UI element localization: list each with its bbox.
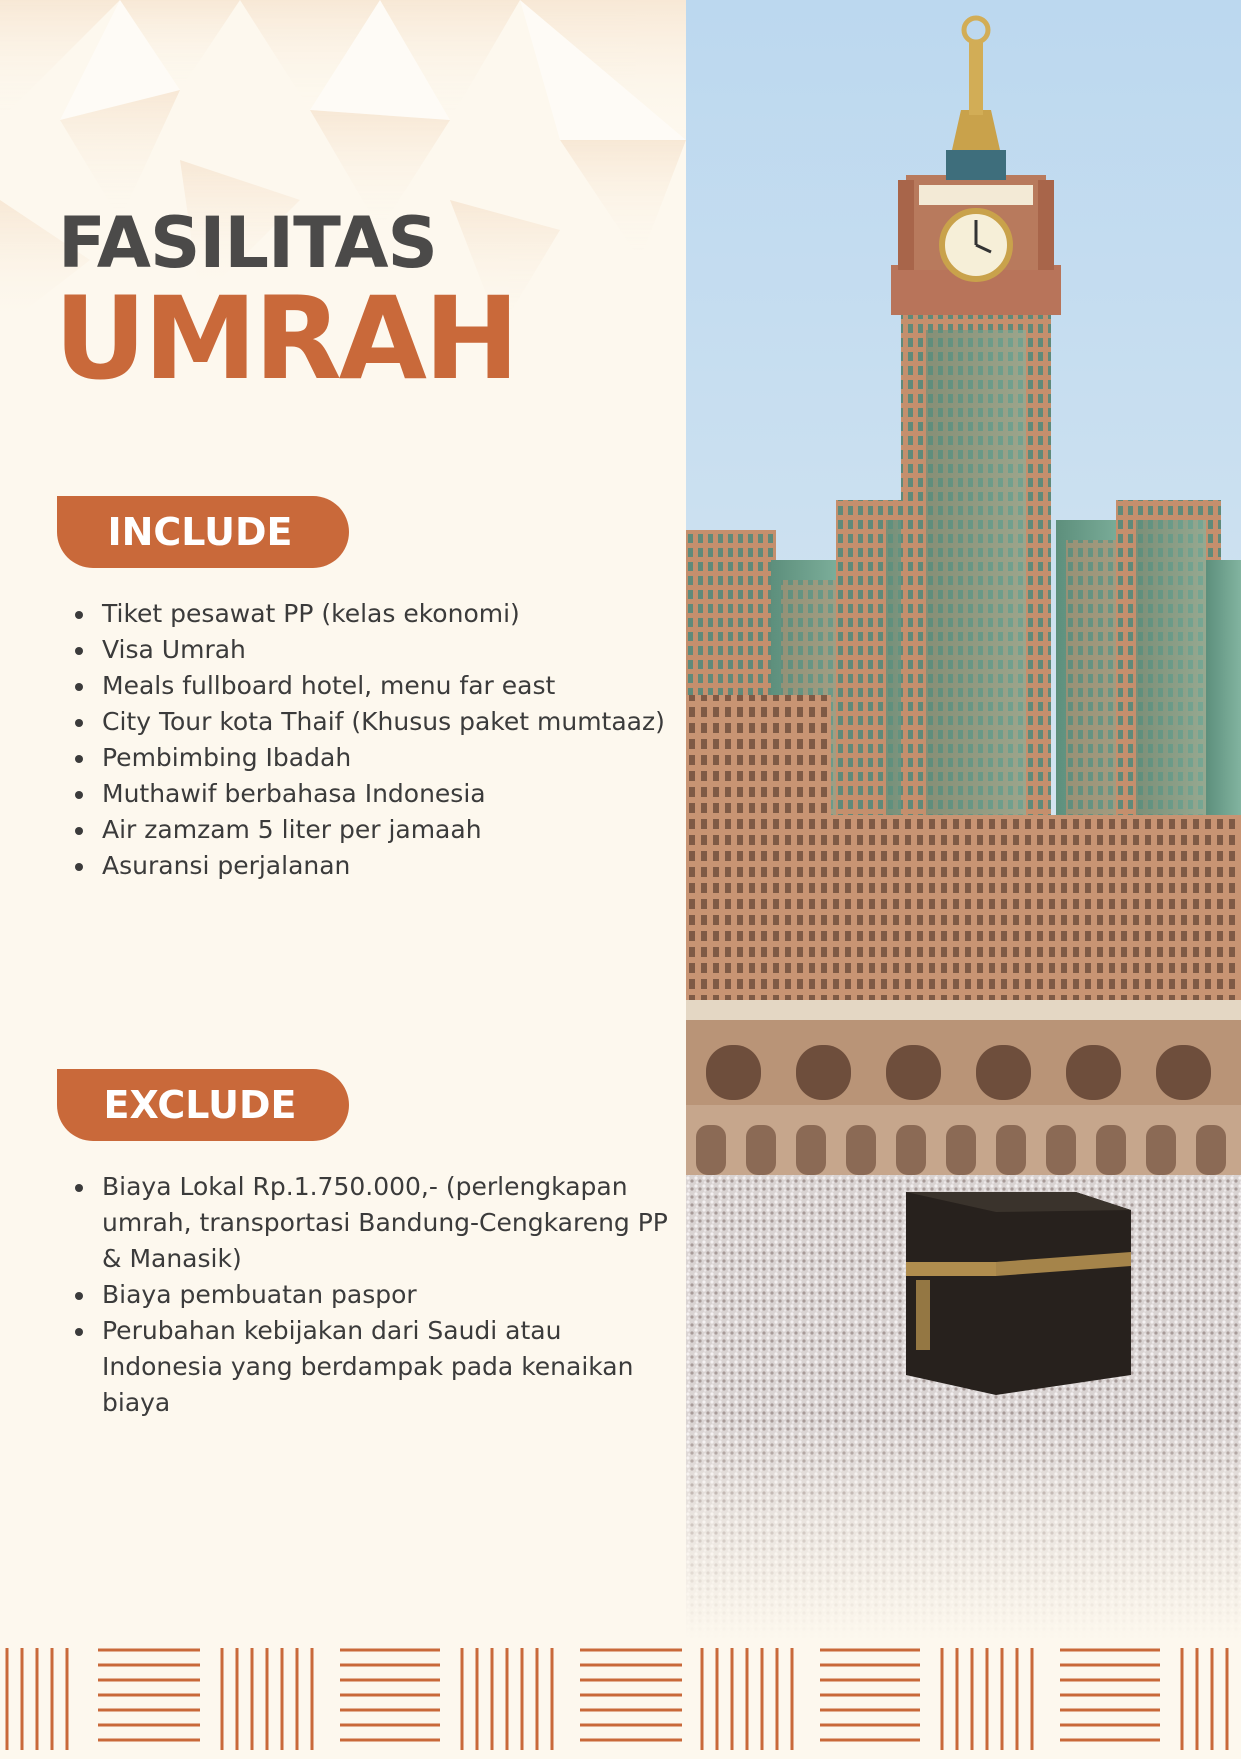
list-item: City Tour kota Thaif (Khusus paket mumtaaz) [68,704,668,740]
list-item: Asuransi perjalanan [68,848,668,884]
list-item: Muthawif berbahasa Indonesia [68,776,668,812]
list-item: Perubahan kebijakan dari Saudi atau Indonesia yang berdampak pada kenaikan biaya [68,1313,668,1421]
list-item: Biaya pembuatan paspor [68,1277,668,1313]
include-list [68,596,668,884]
list-item: Meals fullboard hotel, menu far east [68,668,668,704]
exclude-list [68,1169,668,1421]
list-item: Visa Umrah [68,632,668,668]
makkah-photo [686,0,1241,1640]
decorative-footer [0,1640,1241,1755]
list-item: Tiket pesawat PP (kelas ekonomi) [68,596,668,632]
list-item: Pembimbing Ibadah [68,740,668,776]
exclude-badge: EXCLUDE [57,1069,349,1141]
list-item: Air zamzam 5 liter per jamaah [68,812,668,848]
stripe-pattern [0,1640,1241,1755]
title-fasilitas: FASILITAS [58,202,437,284]
list-item: Biaya Lokal Rp.1.750.000,- (perlengkapan umrah, transportasi Bandung-Cengkareng PP & Manasik) [68,1169,668,1277]
title-umrah: UMRAH [54,272,517,405]
include-badge: INCLUDE [57,496,349,568]
clock-tower-kaaba-illustration [686,0,1241,1640]
